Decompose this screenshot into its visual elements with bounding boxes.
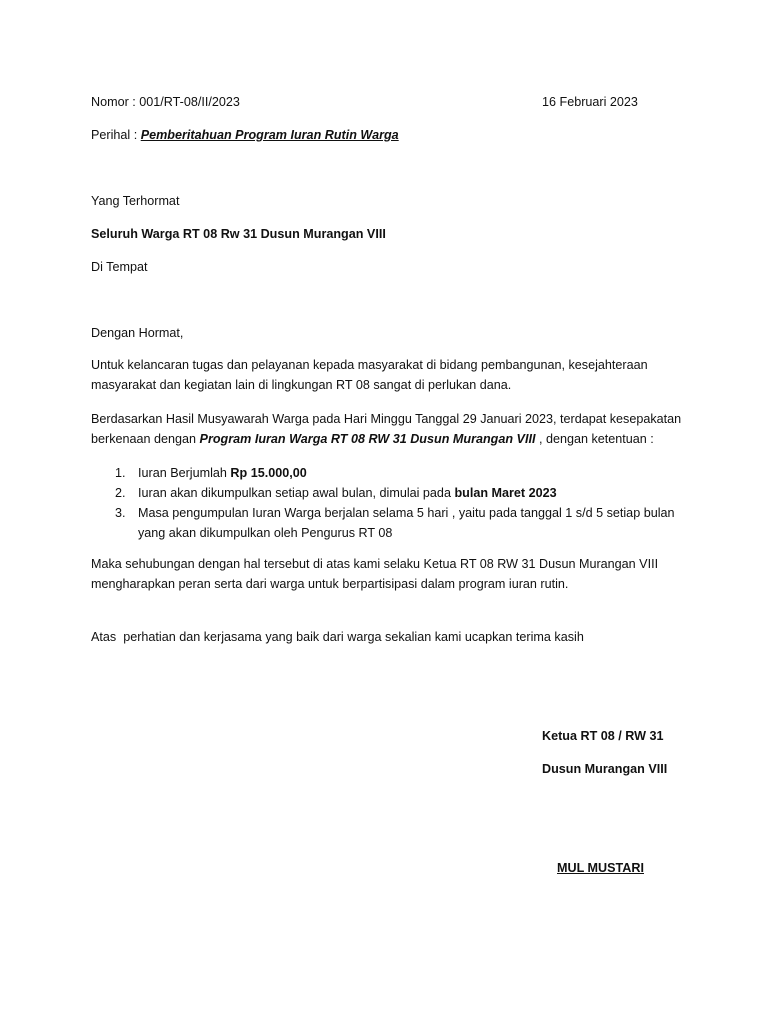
nomor-label: Nomor: [91, 95, 129, 109]
paragraph-2-post: , dengan ketentuan :: [535, 432, 654, 446]
list-item: [91, 503, 691, 543]
paragraph-2: [91, 409, 691, 449]
recipient-salutation: Yang Terhormat: [91, 194, 180, 208]
list-item-number: 2.: [115, 486, 126, 500]
perihal-value: Pemberitahuan Program Iuran Rutin Warga: [140, 128, 399, 142]
perihal-sep: :: [133, 128, 138, 142]
paragraph-2-line-1: Berdasarkan Hasil Musyawarah Warga pada Hari Minggu Tanggal 29 Januari 2023, terdapat kesepakatan: [91, 412, 682, 426]
recipient-to: Seluruh Warga RT 08 Rw 31 Dusun Murangan VIII: [91, 227, 386, 241]
list-item-number: 3.: [115, 506, 126, 520]
provisions-list: [91, 463, 691, 543]
signature-title: Ketua RT 08 / RW 31: [542, 729, 664, 743]
nomor-line: [91, 94, 240, 110]
paragraph-3: [91, 554, 691, 594]
list-item: [91, 483, 691, 503]
list-item-text: Iuran akan dikumpulkan setiap awal bulan, dimulai pada: [138, 486, 455, 500]
closing-sentence: Atas perhatian dan kerjasama yang baik dari warga sekalian kami ucapkan terima kasih: [91, 630, 584, 644]
letter-date: 16 Februari 2023: [542, 95, 638, 109]
paragraph-1-line-1: Untuk kelancaran tugas dan pelayanan kepada masyarakat di bidang pembangunan, kesejahteraan: [91, 358, 648, 372]
signature-org: Dusun Murangan VIII: [542, 762, 668, 776]
list-item-text: Masa pengumpulan Iuran Warga berjalan selama 5 hari , yaitu pada tanggal 1 s/d 5 setiap bulan: [138, 506, 675, 520]
paragraph-1: [91, 355, 691, 395]
paragraph-2-line-2: [91, 429, 691, 449]
program-name: Program Iuran Warga RT 08 RW 31 Dusun Murangan VIII: [199, 432, 536, 446]
opening-greeting: Dengan Hormat,: [91, 326, 184, 340]
signatory-name: MUL MUSTARI: [557, 861, 644, 875]
paragraph-3-line-1: Maka sehubungan dengan hal tersebut di atas kami selaku Ketua RT 08 RW 31 Dusun Murangan VIII: [91, 557, 659, 571]
paragraph-1-line-2: masyarakat dan kegiatan lain di lingkungan RT 08 sangat di perlukan dana.: [91, 378, 512, 392]
paragraph-3-line-2: mengharapkan peran serta dari warga untuk berpartisipasi dalam program iuran rutin.: [91, 577, 569, 591]
list-item-start-month: bulan Maret 2023: [454, 486, 557, 500]
nomor-value: : 001/RT-08/II/2023: [132, 95, 240, 109]
list-item-amount: Rp 15.000,00: [230, 466, 307, 480]
perihal-line: [91, 127, 399, 143]
perihal-label: Perihal: [91, 128, 131, 142]
list-item-text-continued: yang akan dikumpulkan oleh Pengurus RT 08: [138, 526, 393, 540]
list-item-text: Iuran Berjumlah: [138, 466, 231, 480]
paragraph-2-pre: berkenaan dengan: [91, 432, 200, 446]
recipient-place: Di Tempat: [91, 260, 148, 274]
list-item-number: 1.: [115, 466, 126, 480]
list-item: [91, 463, 691, 483]
